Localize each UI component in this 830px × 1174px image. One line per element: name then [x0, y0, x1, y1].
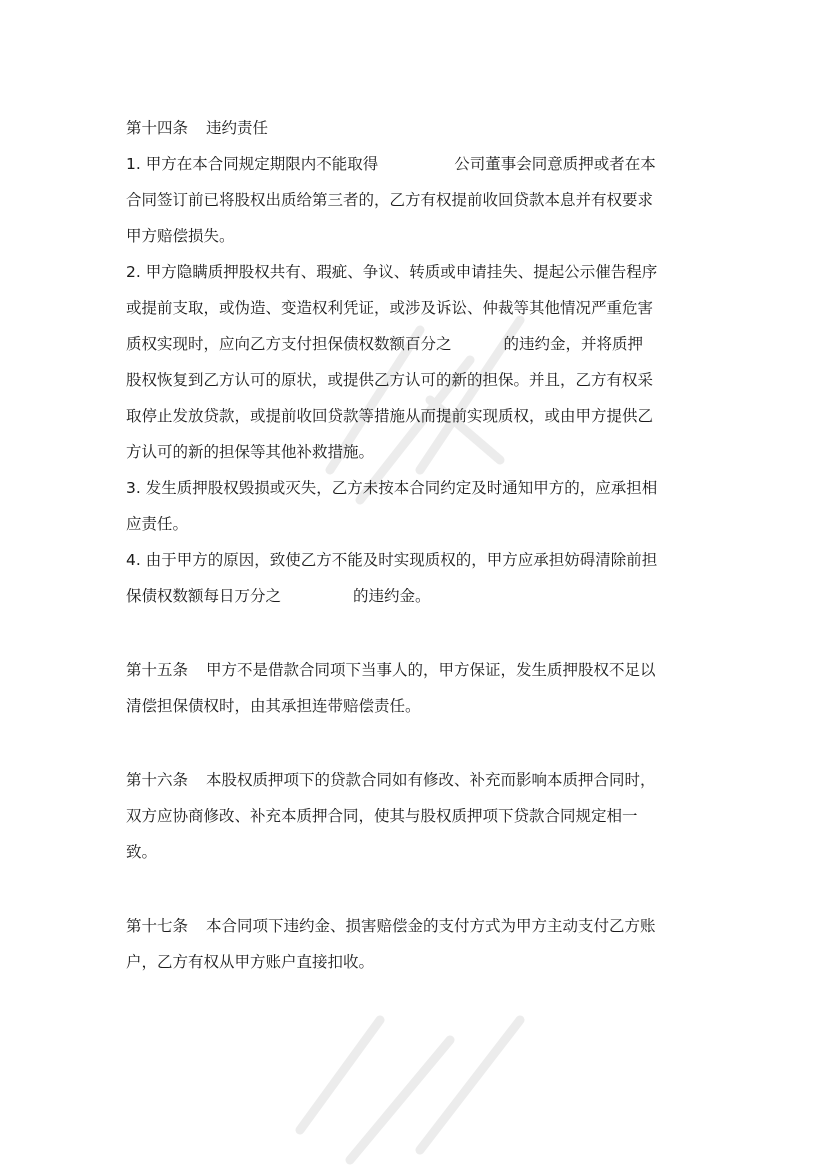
article-15-line: 第十五条 甲方不是借款合同项下当事人的，甲方保证，发生质押股权不足以	[126, 661, 656, 679]
clause-line: 应责任。	[126, 515, 189, 533]
clause-line: 取停止发放贷款，或提前收回贷款等措施从而提前实现质权，或由甲方提供乙	[126, 407, 654, 425]
clause-line: 股权恢复到乙方认可的原状，或提供乙方认可的新的担保。并且，乙方有权采	[126, 371, 654, 389]
article-number: 第十五条	[126, 661, 189, 679]
clause-line: 双方应协商修改、补充本质押合同，使其与股权质押项下贷款合同规定相一	[126, 807, 638, 825]
article-number: 第十四条	[126, 119, 189, 137]
article-title: 违约责任	[206, 119, 269, 137]
clause-line: 甲方赔偿损失。	[126, 227, 235, 245]
clause-line: 3. 发生质押股权毁损或灭失，乙方未按本合同约定及时通知甲方的，应承担相	[126, 479, 658, 497]
document-body	[126, 110, 706, 980]
clause-line: 或提前支取，或伪造、变造权利凭证，或涉及诉讼、仲裁等其他情况严重危害	[126, 299, 654, 317]
clause-line: 清偿担保债权时，由其承担连带赔偿责任。	[126, 697, 421, 715]
clause-line: 4. 由于甲方的原因，致使乙方不能及时实现质权的，甲方应承担妨碍清除前担	[126, 551, 658, 569]
clause-line: 保债权数额每日万分之 的违约金。	[126, 587, 431, 605]
clause-line: 合同签订前已将股权出质给第三者的，乙方有权提前收回贷款本息并有权要求	[126, 191, 654, 209]
article-16-line: 第十六条 本股权质押项下的贷款合同如有修改、补充而影响本质押合同时，	[126, 771, 656, 789]
clause-line: 质权实现时，应向乙方支付担保债权数额百分之 的违约金，并将质押	[126, 335, 644, 353]
clause-line: 方认可的新的担保等其他补救措施。	[126, 443, 375, 461]
article-number: 第十七条	[126, 917, 189, 935]
clause-line: 2. 甲方隐瞒质押股权共有、瑕疵、争议、转质或申请挂失、提起公示催告程序	[126, 263, 658, 281]
article-number: 第十六条	[126, 771, 189, 789]
clause-line: 1. 甲方在本合同规定期限内不能取得 公司董事会同意质押或者在本	[126, 155, 656, 173]
clause-line: 户，乙方有权从甲方账户直接扣收。	[126, 953, 375, 971]
article-17-line: 第十七条 本合同项下违约金、损害赔偿金的支付方式为甲方主动支付乙方账	[126, 917, 656, 935]
article-14-heading	[126, 110, 706, 146]
clause-line: 致。	[126, 843, 158, 861]
